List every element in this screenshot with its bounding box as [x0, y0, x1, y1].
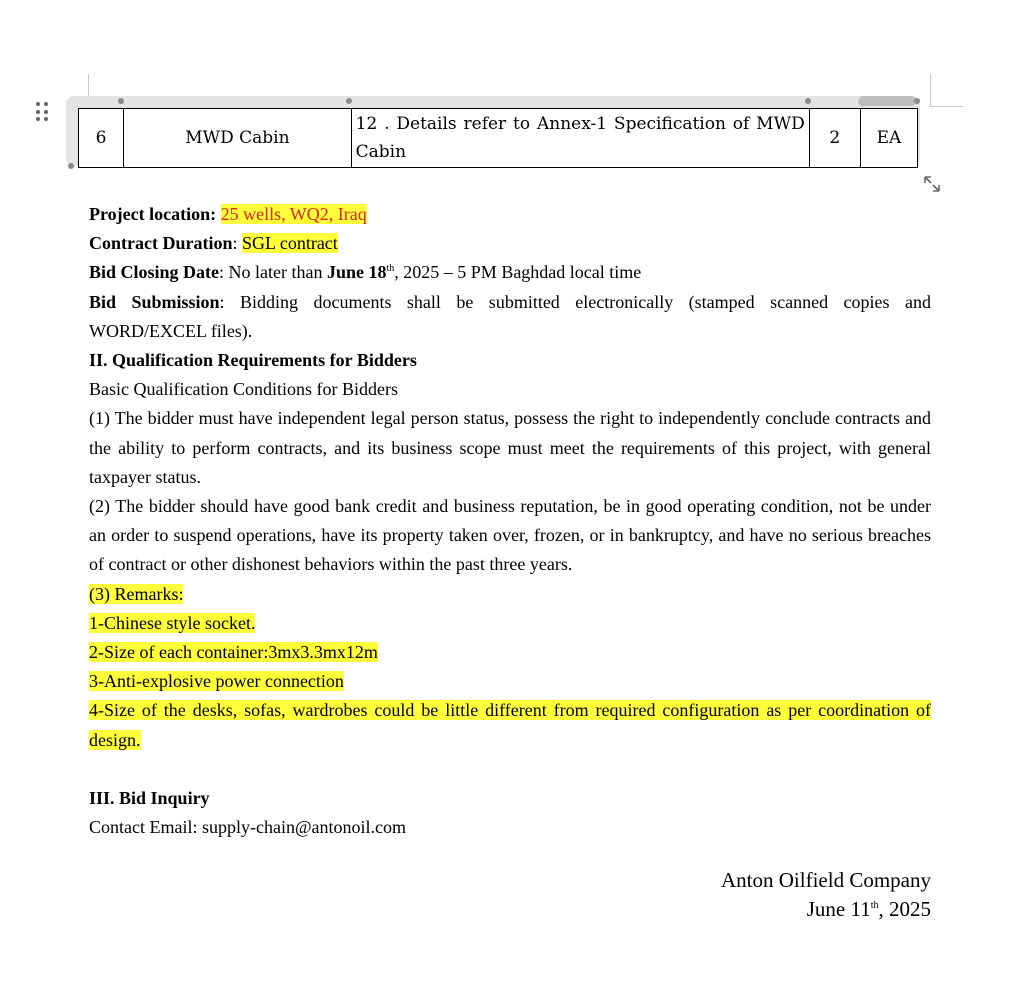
item-number-cell[interactable]: 6 [79, 109, 124, 168]
items-table [78, 108, 918, 168]
contract-duration-line: Contract Duration: SGL contract [89, 233, 338, 254]
item-name-cell[interactable]: MWD Cabin [124, 109, 352, 168]
signature-block [721, 866, 931, 924]
table-resize-icon[interactable] [922, 174, 942, 194]
crop-mark-right-horizontal [930, 106, 964, 107]
crop-mark-right-vertical [930, 74, 931, 106]
company-name: Anton Oilfield Company [721, 868, 931, 892]
column-handle-dot[interactable] [118, 98, 124, 104]
remark-1: 1-Chinese style socket. [89, 612, 256, 633]
contract-duration-value: SGL contract [242, 233, 338, 254]
column-handle-dot[interactable] [805, 98, 811, 104]
row-handle-dot[interactable] [68, 163, 74, 169]
column-handle-dot[interactable] [914, 98, 920, 104]
column-handle-dot[interactable] [346, 98, 352, 104]
qualification-heading: II. Qualification Requirements for Bidders [89, 350, 417, 371]
signature-date: June 11th, 2025 [806, 897, 931, 921]
column-selection-pill[interactable] [858, 96, 916, 106]
item-quantity-cell[interactable]: 2 [809, 109, 860, 168]
bid-submission-paragraph: Bid Submission: Bidding documents shall be submitted electronically (stamped scanned copies and WORD/EXCEL files). [89, 291, 931, 341]
remarks-title: (3) Remarks: [89, 583, 184, 604]
qualification-subheading: Basic Qualification Conditions for Bidders [89, 379, 398, 400]
remark-2: 2-Size of each container:3mx3.3mx12m [89, 642, 378, 663]
item-unit-cell[interactable]: EA [860, 109, 917, 168]
bid-closing-line: Bid Closing Date: No later than June 18th, 2025 – 5 PM Baghdad local time [89, 262, 642, 283]
qualification-item-1: (1) The bidder must have independent legal person status, possess the right to independently conclude contracts and the ability to perform contracts, and its business scope must meet the requirements of this project, with general taxpayer status. [89, 408, 931, 487]
table-row [79, 109, 918, 168]
bid-inquiry-heading: III. Bid Inquiry [89, 787, 210, 808]
project-location-value: 25 wells, WQ2, Iraq [220, 204, 367, 224]
document-body [89, 200, 931, 842]
table-drag-handle-icon[interactable] [36, 102, 50, 122]
qualification-item-2: (2) The bidder should have good bank credit and business reputation, be in good operating condition, not be under an order to suspend operations, have its property taken over, frozen, or in bankruptcy, and have no serious breaches of contract or other dishonest behaviors within the past three years. [89, 496, 931, 575]
project-location-line: Project location: 25 wells, WQ2, Iraq [89, 204, 367, 224]
contact-email-line: Contact Email: supply-chain@antonoil.com [89, 817, 407, 838]
paragraph-spacer [89, 755, 931, 784]
remark-4: 4-Size of the desks, sofas, wardrobes could be little different from required configuration as per coordination of design. [89, 700, 931, 750]
item-description-cell[interactable]: 12 . Details refer to Annex-1 Specification of MWD Cabin [351, 109, 809, 168]
remark-3: 3-Anti-explosive power connection [89, 671, 344, 692]
